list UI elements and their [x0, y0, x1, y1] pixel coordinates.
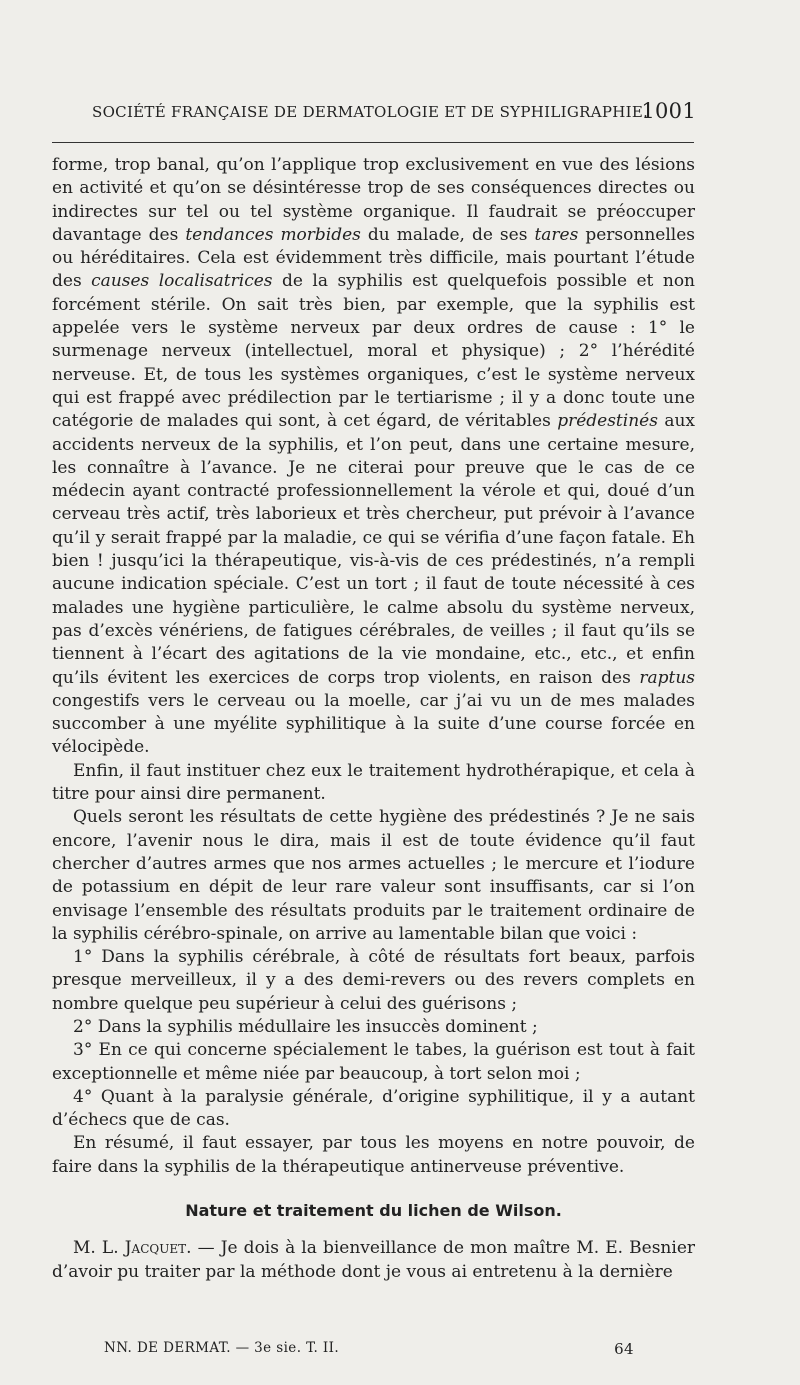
paragraph-jacquet	[52, 1237, 695, 1284]
list-item-3: 3° En ce qui concerne spécialement le tabes, la guérison est tout à fait exceptionnelle et même niée par beaucoup, à tort selon moi ;	[52, 1040, 695, 1084]
body-text	[52, 154, 695, 1284]
p1-part-b: du malade, de ses	[360, 224, 535, 245]
paragraph-3: Quels seront les résultats de cette hygiène des prédestinés ? Je ne sais encore, l’avenir nous le dira, mais il est de toute évidence qu’il faut chercher d’autres armes que nos armes actuelles ; le mercure et l’iodure de potassium en dépit de leur rare valeur sont insuffisants, car si l’on envisage l’ensemble des résultats produits par le traitement ordinaire de la syphilis cérébro-spinale, on arrive au lamentable bilan que voici :	[52, 807, 695, 944]
running-title: SOCIÉTÉ FRANÇAISE DE DERMATOLOGIE ET DE SYPHILIGRAPHIE.	[92, 103, 649, 121]
p1-part-d: de la syphilis est quelquefois possible et non forcément stérile. On sait très bien, par exemple, que la syphilis est appelée vers le système nerveux par deux ordres de cause : 1° le surmenage nerveux (intellectuel, moral et physique) ; 2° l’hérédité nerveuse. Et, de tous les systèmes organiques, c’est le système nerveux qui est frappé avec prédilection par le tertiarisme ; il y a donc toute une catégorie de malades qui sont, à cet égard, de véritables	[52, 271, 695, 432]
p1-part-a: forme, trop banal, qu’on l’applique trop exclusivement en vue des lésions en activité et qu’on se désintéresse trop de ses conséquences directes ou indirectes sur tel ou tel système organique. Il faudrait se préoccuper davantage des	[52, 155, 695, 245]
p1-part-c: personnelles ou héréditaires. Cela est évidemment très difficile, mais pourtant l’étude des	[52, 224, 695, 292]
p1-italic-tares: tares	[534, 224, 579, 245]
paragraph-1	[52, 154, 695, 760]
list-item-1: 1° Dans la syphilis cérébrale, à côté de résultats fort beaux, parfois presque merveilleux, il y a des demi-revers ou des revers complets en nombre quelque peu supérieur à celui des guérisons ;	[52, 947, 695, 1014]
paragraph-conclusion: En résumé, il faut essayer, par tous les moyens en notre pouvoir, de faire dans la syphilis de la thérapeutique antinerveuse préventive.	[52, 1133, 695, 1177]
p1-italic-predestines: prédestinés	[557, 411, 658, 432]
p1-italic-raptus: raptus	[639, 667, 695, 688]
paragraph-2: Enfin, il faut instituer chez eux le traitement hydrothérapique, et cela à titre pour ainsi dire permanent.	[52, 760, 695, 805]
signature-mark: NN. DE DERMAT. — 3e sie. T. II.	[104, 1340, 340, 1356]
p1-part-f: congestifs vers le cerveau ou la moelle, car j’ai vu un de mes malades succomber à une myélite syphilitique à la suite d’une course forcée en vélocipède.	[52, 690, 695, 758]
running-head	[92, 99, 696, 129]
speaker-name: M. L. Jacquet.	[73, 1238, 192, 1259]
page-number: 1001	[641, 99, 696, 123]
p1-italic-tendances: tendances morbides	[185, 224, 361, 245]
paragraph-jacquet-text: — Je dois à la bienveillance de mon maître M. E. Besnier d’avoir pu traiter par la méthode dont je vous ai entretenu à la dernière	[52, 1238, 696, 1282]
header-rule	[52, 142, 694, 143]
p1-part-e: aux accidents nerveux de la syphilis, et l’on peut, dans une certaine mesure, les connaître à l’avance. Je ne citerai pour preuve que le cas de ce médecin ayant contracté professionnellement la vérole et qui, doué d’un cerveau très actif, très laborieux et très chercheur, put prévoir à l’avance qu’il y serait frappé par la maladie, ce qui se vérifia d’une façon fatale. Eh bien ! jusqu’ici la thérapeutique, vis-à-vis de ces prédestinés, n’a rempli aucune indication spéciale. C’est un tort ; il faut de toute nécessité à ces malades une hygiène particulière, le calme absolu du système nerveux, pas d’excès vénériens, de fatigues cérébrales, de veilles ; il faut qu’ils se tiennent à l’écart des agitations de la vie mondaine, etc., etc., et enfin qu’ils évitent les exercices de corps trop violents, en raison des	[52, 411, 695, 688]
list-item-2: 2° Dans la syphilis médullaire les insuccès dominent ;	[73, 1016, 538, 1037]
section-heading: Nature et traitement du lichen de Wilson.	[185, 1201, 562, 1221]
leaf-number: 64	[614, 1340, 634, 1358]
footer	[104, 1340, 634, 1360]
list-item-4: 4° Quant à la paralysie générale, d’origine syphilitique, il y a autant d’échecs que de cas.	[52, 1086, 695, 1131]
p1-italic-causes: causes localisatrices	[91, 271, 273, 292]
